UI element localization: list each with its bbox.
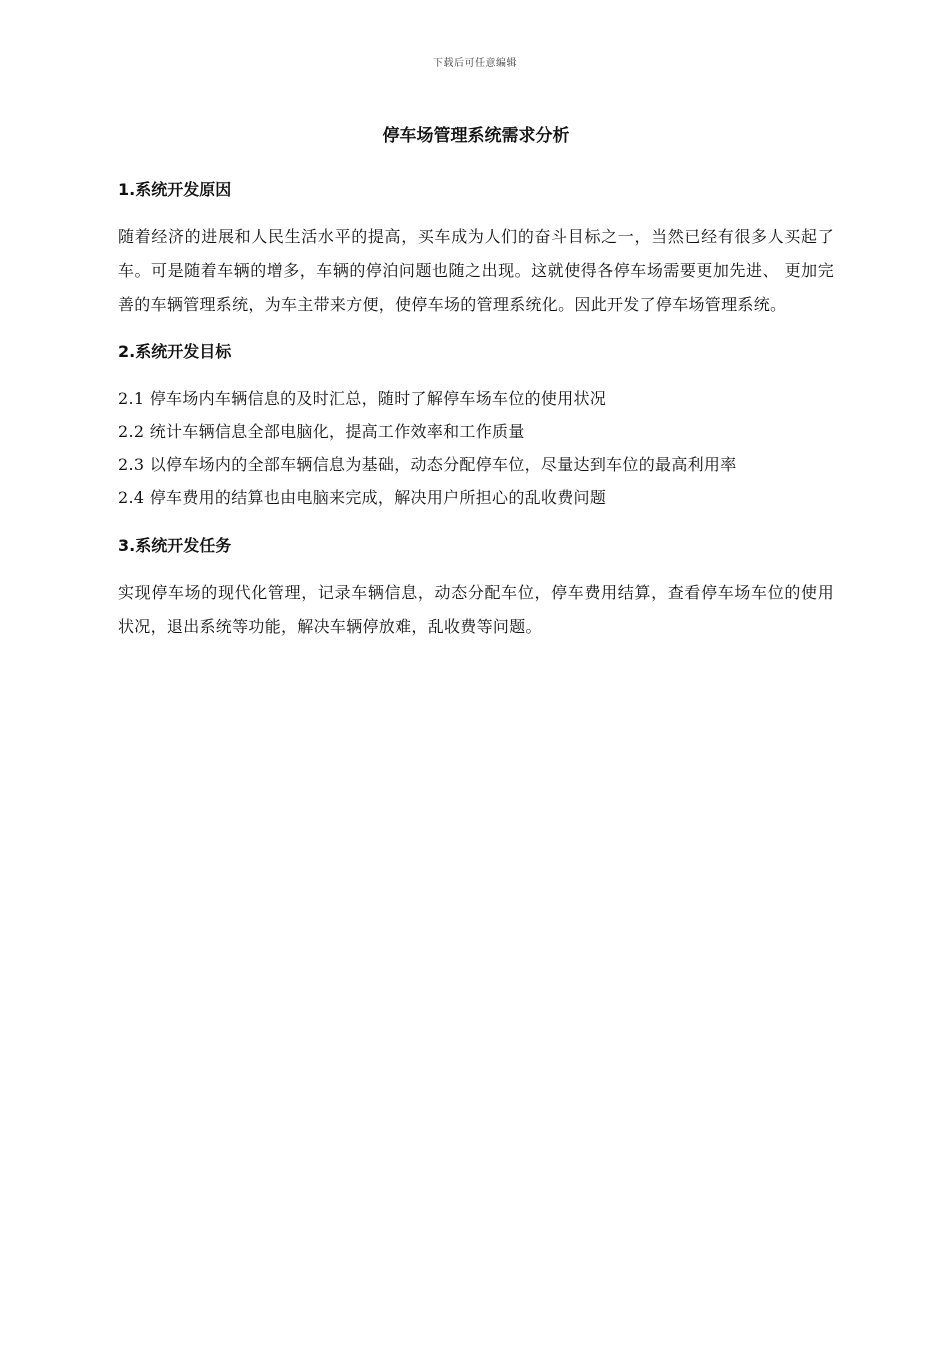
reason-paragraph: 随着经济的进展和人民生活水平的提高，买车成为人们的奋斗目标之一，当然已经有很多人买起了车。可是随着车辆的增多，车辆的停泊问题也随之出现。这就使得各停车场需要更加先进、 更加完善的车辆管理系统，为车主带来方便，使停车场的管理系统化。因此开发了停车场管理系统。: [118, 227, 834, 314]
section-heading-reason: 1.系统开发原因: [118, 180, 232, 199]
tasks-paragraph: 实现停车场的现代化管理，记录车辆信息，动态分配车位，停车费用结算，查看停车场车位的使用状况，退出系统等功能，解决车辆停放难，乱收费等问题。: [118, 583, 834, 636]
section-heading-tasks: 3.系统开发任务: [118, 536, 232, 555]
section-development-tasks: [118, 532, 834, 644]
header-note: 下载后可任意编辑: [433, 58, 517, 69]
goal-item-2-1: 2.1 停车场内车辆信息的及时汇总，随时了解停车场车位的使用状况: [118, 389, 607, 408]
section-development-reason: [118, 176, 834, 322]
goal-list: [118, 382, 834, 514]
document-body: [118, 122, 834, 660]
goal-item-2-3: 2.3 以停车场内的全部车辆信息为基础，动态分配停车位，尽量达到车位的最高利用率: [118, 455, 737, 474]
section-heading-goals: 2.系统开发目标: [118, 342, 232, 361]
goal-item-2-2: 2.2 统计车辆信息全部电脑化，提高工作效率和工作质量: [118, 422, 525, 441]
goal-item-2-4: 2.4 停车费用的结算也由电脑来完成，解决用户所担心的乱收费问题: [118, 488, 607, 507]
section-development-goals: [118, 338, 834, 514]
document-title: 停车场管理系统需求分析: [382, 126, 570, 146]
